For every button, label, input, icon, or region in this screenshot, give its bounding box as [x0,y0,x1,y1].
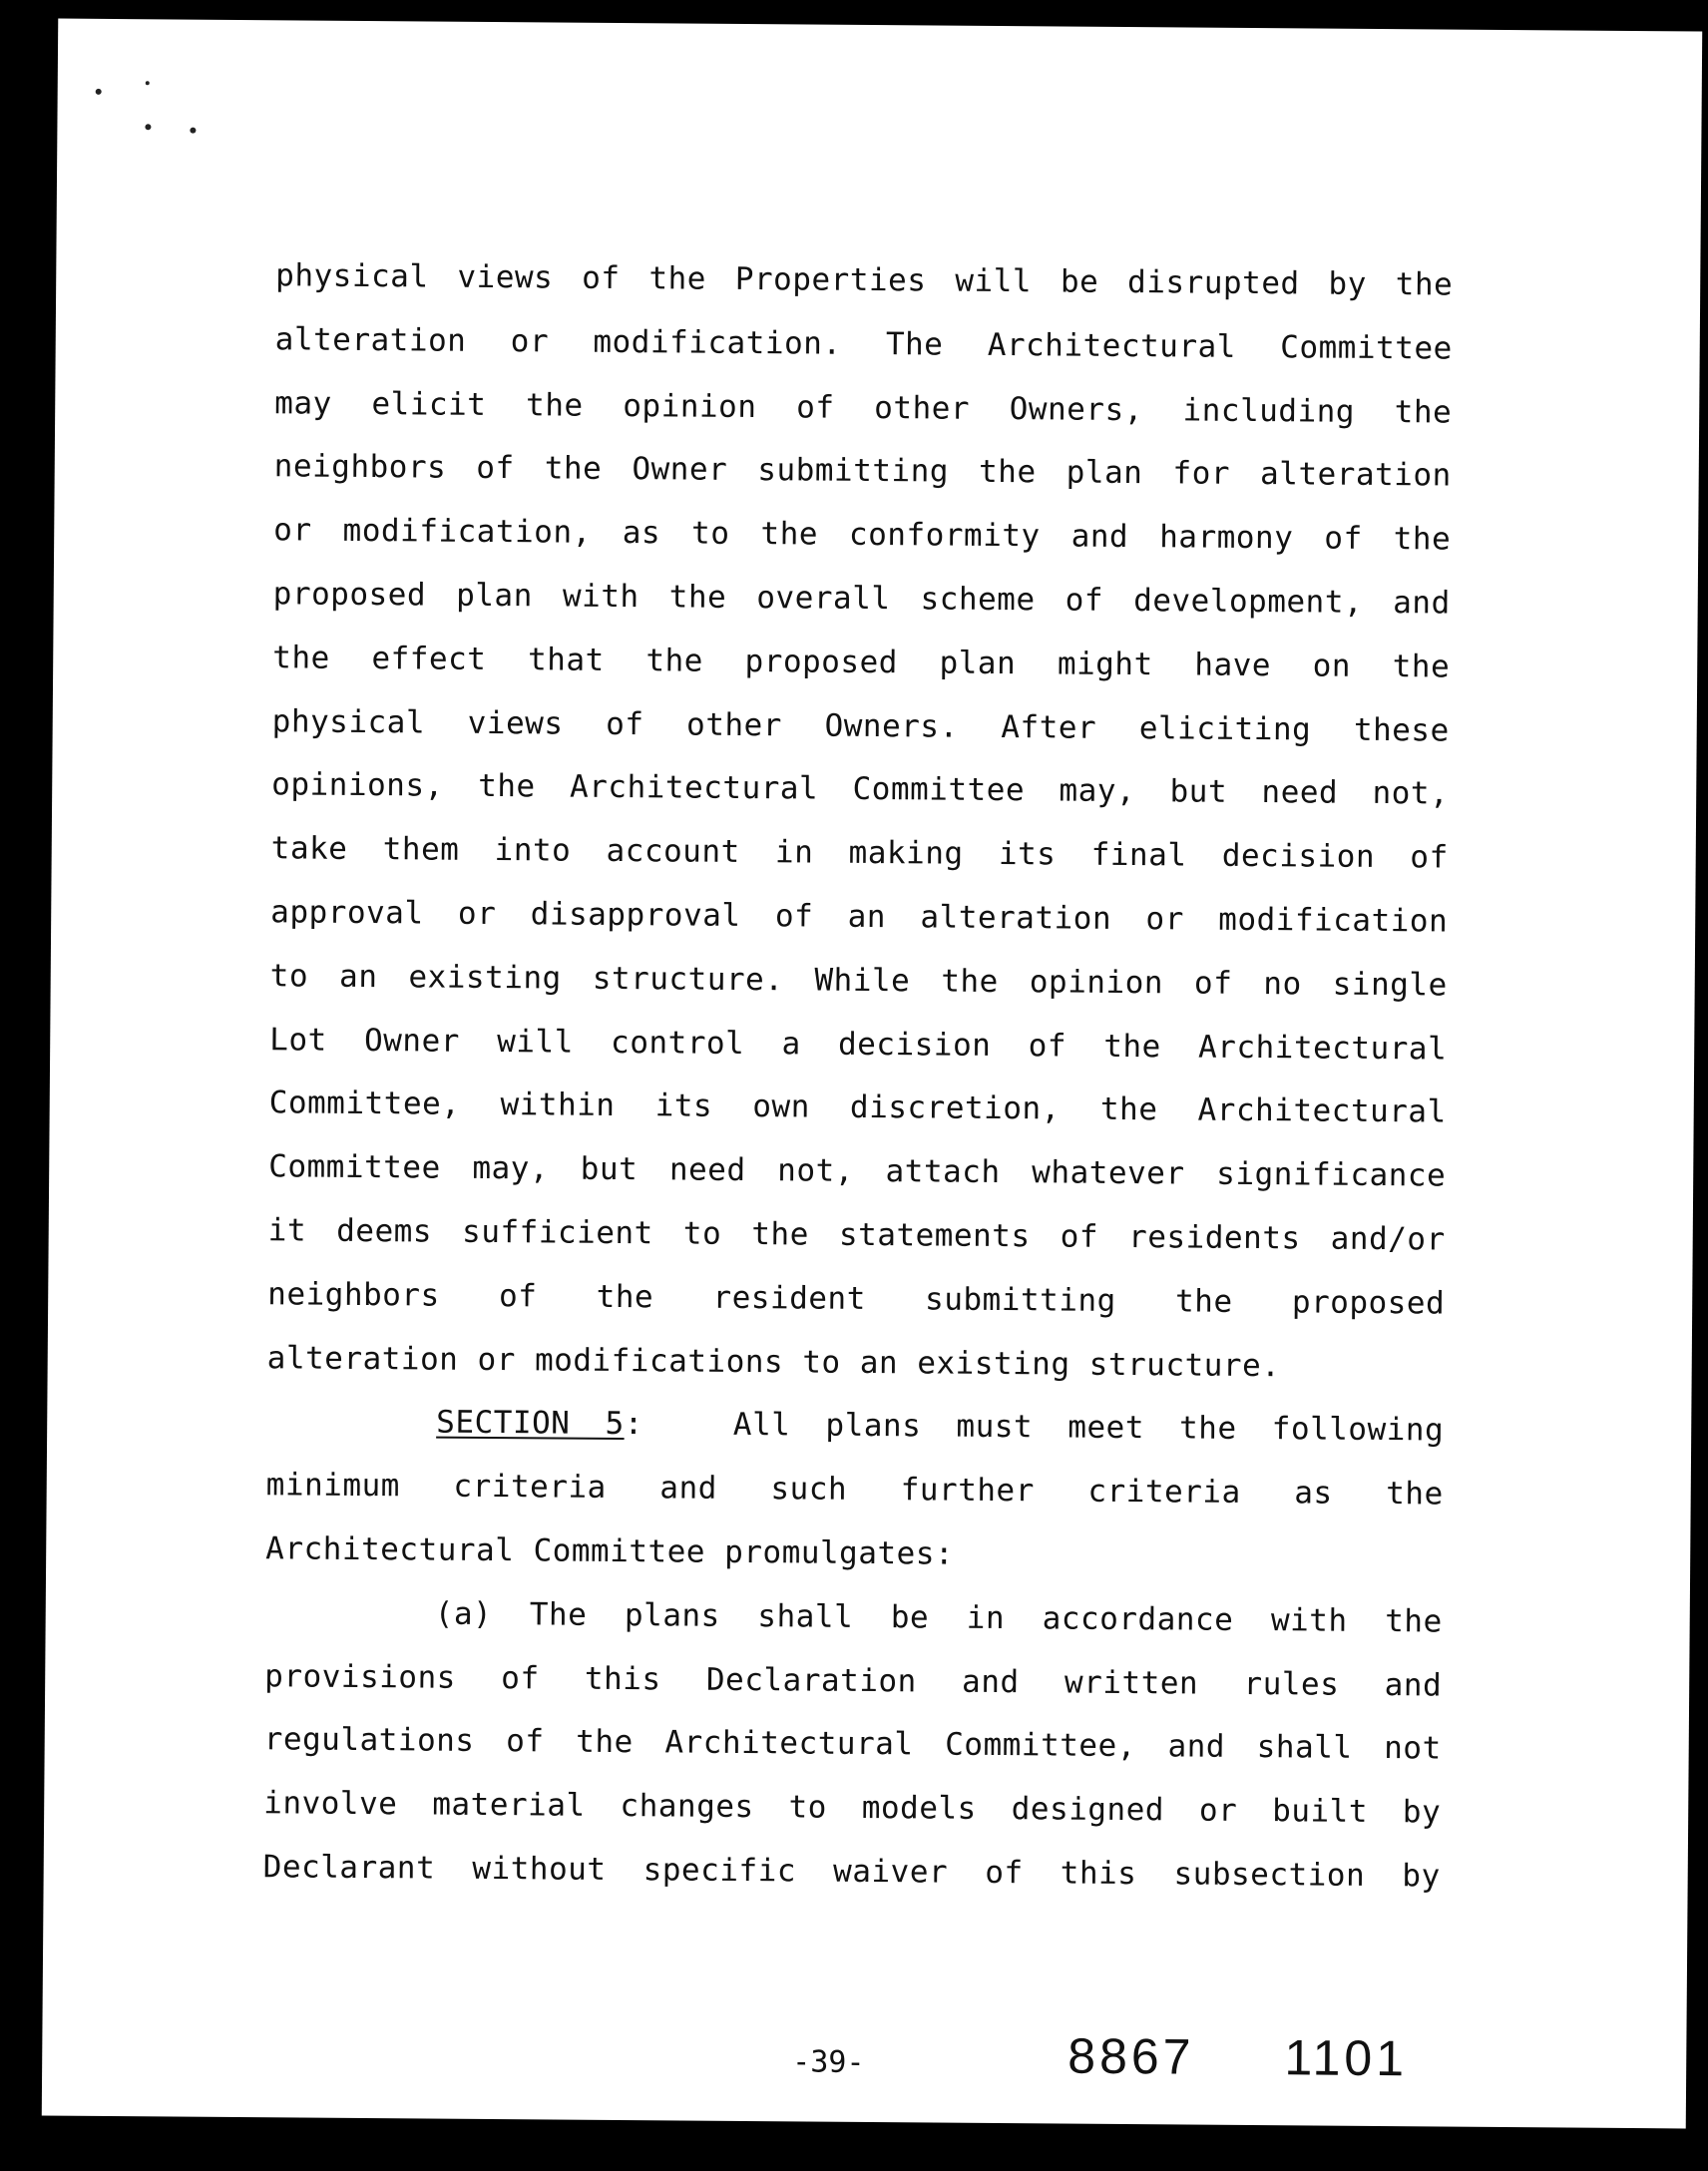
page-number: -39- [792,2044,865,2080]
text-line: proposed plan with the overall scheme of development, and [272,576,1451,622]
text-line: regulations of the Architectural Committee, and shall not [263,1721,1442,1767]
document-number [1068,2027,1408,2088]
text-line: the effect that the proposed plan might have on the [272,640,1451,685]
text-line: Committee, within its own discretion, the Architectural [268,1085,1447,1130]
text-line: Committee may, but need not, attach whatever significance [268,1148,1447,1194]
scan-speck [190,128,196,134]
text-line: physical views of the Properties will be disrupted by the [275,257,1454,303]
text-line: Declarant without specific waiver of this subsection by [262,1849,1441,1895]
text-line: neighbors of the resident submitting the proposed [267,1275,1446,1322]
text-line: Architectural Committee promulgates: [265,1530,955,1572]
section-heading-line [266,1391,1444,1464]
text-line: Lot Owner will control a decision of the Architectural [269,1021,1448,1068]
text-line: minimum criteria and such further criteria as the [265,1467,1444,1513]
text-line: alteration or modifications to an existing structure. [266,1339,1281,1384]
text-line: may elicit the opinion of other Owners, including the [274,384,1453,431]
text-line: alteration or modification. The Architectural Committee [274,321,1453,367]
scan-speck [96,89,102,95]
text-line: provisions of this Declaration and written rules and [264,1657,1443,1704]
text-line: involve material changes to models designed or built by [263,1785,1442,1831]
text-line: neighbors of the Owner submitting the plan for alteration [273,448,1452,494]
text-line: opinions, the Architectural Committee may, but need not, [271,766,1450,812]
document-number-gap [1194,2074,1284,2075]
text-line: physical views of other Owners. After eliciting these [271,702,1450,749]
section-gap [643,1435,733,1436]
document-body [262,244,1453,1909]
document-number-right: 1101 [1284,2029,1409,2087]
text-line: it deems sufficient to the statements of residents and/or [267,1212,1446,1258]
text-line: to an existing structure. While the opinion of no single [269,958,1448,1004]
text-line: or modification, as to the conformity and harmony of the [273,512,1452,558]
text-line: approval or disapproval of an alteration or modification [270,894,1449,940]
section-colon: : [624,1406,644,1443]
section-label: SECTION 5 [436,1404,625,1443]
item-a-first-line: (a) The plans shall be in accordance with the [434,1595,1443,1640]
scan-speck [146,81,150,85]
text-line: take them into account in making its final decision of [270,830,1449,876]
scan-speck [145,124,151,130]
section-intro: All plans must meet the following [732,1407,1445,1449]
document-page [42,19,1702,2129]
document-number-left: 8867 [1068,2027,1195,2085]
